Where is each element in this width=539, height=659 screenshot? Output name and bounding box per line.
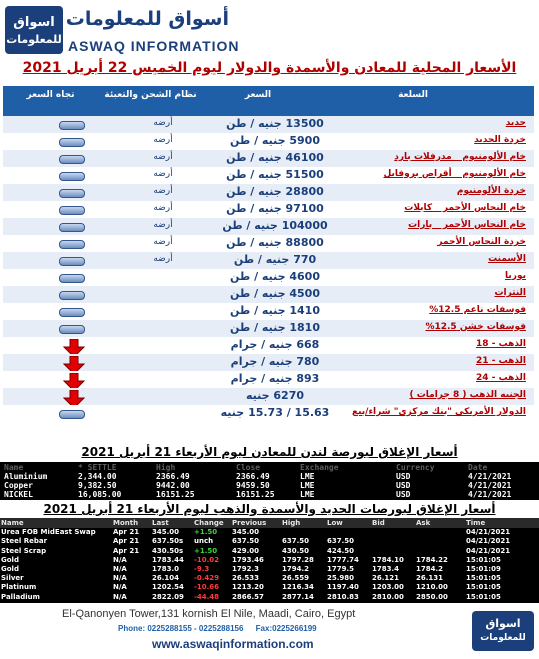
brand-name-english: ASWAQ INFORMATION <box>68 38 240 54</box>
fax-text: Fax:0225266199 <box>255 624 317 633</box>
delivery-terms: أرضه <box>153 169 173 179</box>
lme-row <box>0 472 539 481</box>
iron-cell: 1783.44 <box>152 555 184 564</box>
lme-cell: Exchange <box>300 463 339 472</box>
iron-cell: 1794.2 <box>282 565 310 573</box>
iron-cell: -9.3 <box>194 565 210 573</box>
iron-row <box>0 592 539 602</box>
table-row <box>3 269 534 287</box>
iron-cell: 1197.40 <box>327 583 359 592</box>
trend-stable-icon <box>59 152 89 166</box>
commodity-price: 88800 جنيه / طن <box>226 236 324 249</box>
iron-cell: 04/21/2021 <box>466 537 511 546</box>
trend-stable-icon <box>59 169 89 183</box>
brand-name-arabic: أسواق للمعلومات <box>65 8 229 30</box>
iron-cell: 15:01:05 <box>466 555 501 564</box>
delivery-terms: أرضه <box>153 152 173 162</box>
iron-cell: 1210.00 <box>416 583 448 592</box>
delivery-terms: أرضه <box>153 237 173 247</box>
trend-stable-icon <box>59 322 89 336</box>
iron-cell: 1779.5 <box>327 565 355 573</box>
lme-cell: High <box>156 463 176 472</box>
iron-cell: 637.50 <box>282 537 310 546</box>
table-row <box>3 235 534 253</box>
lme-cell: 9459.50 <box>236 481 270 490</box>
iron-cell: Silver <box>1 574 24 583</box>
lme-cell: 4/21/2021 <box>468 481 512 490</box>
table-row <box>3 116 534 134</box>
table-row <box>3 184 534 202</box>
commodity-price: 51500 جنيه / طن <box>226 168 324 181</box>
iron-cell: 1216.34 <box>282 583 314 592</box>
lme-cell: USD <box>396 481 411 490</box>
lme-cell: USD <box>396 490 411 499</box>
commodity-price: 97100 جنيه / طن <box>226 202 324 215</box>
table-row <box>3 303 534 321</box>
trend-down-icon <box>59 356 89 370</box>
commodity-name: النترات <box>494 288 526 298</box>
iron-cell: Palladium <box>1 592 40 601</box>
commodity-name: خام النحاس الأحمر _ بارات <box>408 220 526 230</box>
trend-down-icon <box>59 390 89 404</box>
iron-cell: 26.121 <box>372 574 400 583</box>
trend-stable-icon <box>59 254 89 268</box>
commodity-name: خام الألومنيوم _ مدرفلات بارد <box>394 152 526 162</box>
iron-cell: N/A <box>113 565 127 573</box>
lme-cell: 4/21/2021 <box>468 490 512 499</box>
trend-stable-icon <box>59 220 89 234</box>
iron-cell: High <box>282 519 301 527</box>
lme-cell: LME <box>300 481 315 490</box>
iron-cell: Month <box>113 519 139 527</box>
lme-header-row <box>0 463 539 472</box>
table-row <box>3 201 534 219</box>
commodity-price: 4500 جنيه / طن <box>230 287 320 300</box>
trend-down-icon <box>59 339 89 353</box>
delivery-terms: أرضه <box>153 220 173 230</box>
header-trend: تجاه السعر <box>26 90 75 100</box>
trend-stable-icon <box>59 271 89 285</box>
iron-cell: 2850.00 <box>416 592 448 601</box>
price-table-body <box>3 116 534 423</box>
table-row <box>3 218 534 236</box>
iron-cell: Low <box>327 519 343 527</box>
iron-cell: 2810.00 <box>372 592 404 601</box>
iron-cell: Name <box>1 519 24 527</box>
footer-logo-line-2: للمعلومات <box>480 633 526 643</box>
iron-cell: Apr 21 <box>113 546 140 555</box>
commodity-price: 780 جنيه / جرام <box>230 355 320 368</box>
commodity-name: الذهب - 24 <box>476 373 526 383</box>
header-price: السعر <box>244 90 272 100</box>
commodity-price: 770 جنيه / طن <box>233 253 317 266</box>
delivery-terms: أرضه <box>153 254 173 264</box>
commodity-name: خردة النحاس الأحمر <box>437 237 526 247</box>
iron-cell: 1797.28 <box>282 555 314 564</box>
footer-address: El-Qanonyen Tower,131 kornish El Nile, Maadi, Cairo, Egypt <box>62 608 356 620</box>
iron-cell: Steel Scrap <box>1 546 47 555</box>
commodity-price: 893 جنيه / جرام <box>230 372 320 385</box>
commodity-name: خام الألومنيوم _ أقراص بروفايل <box>383 169 526 179</box>
commodity-price: 1410 جنيه / طن <box>230 304 320 317</box>
commodity-price: 104000 جنيه / طن <box>222 219 328 232</box>
iron-cell: 1213.20 <box>232 583 264 592</box>
price-table-header <box>3 86 534 116</box>
commodity-name: خردة الحديد <box>474 135 526 145</box>
iron-cell: 430.50 <box>282 546 310 555</box>
iron-cell: 1784.22 <box>416 555 448 564</box>
table-row <box>3 133 534 151</box>
iron-cell: Time <box>466 519 486 527</box>
iron-cell: 15:01:05 <box>466 574 501 583</box>
lme-cell: 2366.49 <box>156 472 190 481</box>
trend-stable-icon <box>59 407 89 421</box>
logo-line-1: اسواق <box>13 15 55 30</box>
commodity-price: 5900 جنيه / طن <box>230 134 320 147</box>
lme-cell: Currency <box>396 463 435 472</box>
iron-cell: 2822.09 <box>152 592 184 601</box>
table-row <box>3 150 534 168</box>
iron-cell: 1777.74 <box>327 555 359 564</box>
table-row <box>3 371 534 389</box>
iron-cell: Apr 21 <box>113 537 140 546</box>
lme-cell: 2366.49 <box>236 472 270 481</box>
iron-cell: Urea FOB MidEast Swap <box>1 528 96 537</box>
iron-cell: 345.00 <box>152 528 180 537</box>
trend-stable-icon <box>59 305 89 319</box>
iron-cell: unch <box>194 537 214 546</box>
footer-logo-line-1: اسواق <box>485 617 521 630</box>
trend-stable-icon <box>59 237 89 251</box>
header-commodity: السلعة <box>398 90 428 100</box>
commodity-name: الأسمنت <box>488 254 526 264</box>
phone-text: Phone: 0225288155 - 0225288156 <box>118 624 244 633</box>
commodity-name: الذهب - 21 <box>476 356 526 366</box>
iron-cell: 2877.14 <box>282 592 314 601</box>
iron-cell: 04/21/2021 <box>466 546 511 555</box>
iron-cell: 1793.46 <box>232 555 264 564</box>
iron-cell: Platinum <box>1 583 37 592</box>
iron-cell: 430.50s <box>152 546 184 555</box>
iron-cell: 26.104 <box>152 574 180 583</box>
iron-title: أسعار الإغلاق لبورصات الحديد والأسمدة والذهب ليوم الأربعاء 21 أبريل 2021 <box>43 502 496 516</box>
lme-cell: Name <box>4 463 24 472</box>
commodity-price: 4600 جنيه / طن <box>230 270 320 283</box>
iron-cell: -44.48 <box>194 592 220 601</box>
iron-cell: 26.559 <box>282 574 310 583</box>
iron-cell: Ask <box>416 519 431 527</box>
iron-cell: 1783.0 <box>152 565 180 573</box>
table-row <box>3 388 534 406</box>
table-row <box>3 286 534 304</box>
iron-cell: +1.50 <box>194 528 218 537</box>
commodity-price: 668 جنيه / جرام <box>230 338 320 351</box>
footer-phone <box>118 624 317 633</box>
commodity-price: 13500 جنيه / طن <box>226 117 324 130</box>
iron-cell: 637.50s <box>152 537 184 546</box>
lme-cell: 4/21/2021 <box>468 472 512 481</box>
lme-cell: Copper <box>4 481 33 490</box>
iron-cell: 15:01:05 <box>466 592 501 601</box>
iron-cell: 26.533 <box>232 574 260 583</box>
trend-down-icon <box>59 373 89 387</box>
trend-stable-icon <box>59 203 89 217</box>
delivery-terms: أرضه <box>153 203 173 213</box>
iron-cell: N/A <box>113 592 127 601</box>
iron-cell: N/A <box>113 583 127 592</box>
lme-cell: 9,382.50 <box>78 481 117 490</box>
trend-stable-icon <box>59 118 89 132</box>
lme-cell: Date <box>468 463 488 472</box>
iron-cell: Apr 21 <box>113 528 140 537</box>
table-row <box>3 252 534 270</box>
lme-cell: * SETTLE <box>78 463 117 472</box>
table-row <box>3 337 534 355</box>
lme-cell: LME <box>300 472 315 481</box>
iron-cell: Previous <box>232 519 267 527</box>
lme-cell: 16151.25 <box>156 490 195 499</box>
lme-cell: LME <box>300 490 315 499</box>
iron-cell: Gold <box>1 555 19 564</box>
iron-cell: 1203.00 <box>372 583 404 592</box>
lme-cell: 9442.00 <box>156 481 190 490</box>
commodity-price: 46100 جنيه / طن <box>226 151 324 164</box>
iron-cell: 15:01:09 <box>466 565 501 573</box>
trend-stable-icon <box>59 288 89 302</box>
iron-cell: N/A <box>113 555 127 564</box>
footer-website[interactable]: www.aswaqinformation.com <box>152 637 314 651</box>
iron-cell: 1783.4 <box>372 565 400 573</box>
lme-table <box>0 462 539 500</box>
commodity-price: 1810 جنيه / طن <box>230 321 320 334</box>
page-title: الأسعار المحلية للمعادن والأسمدة والدولار ليوم الخميس 22 أبريل 2021 <box>22 60 517 76</box>
iron-table <box>0 518 539 603</box>
iron-cell: 04/21/2021 <box>466 528 511 537</box>
trend-stable-icon <box>59 135 89 149</box>
delivery-terms: أرضه <box>153 186 173 196</box>
lme-cell: USD <box>396 472 411 481</box>
lme-cell: 16151.25 <box>236 490 275 499</box>
page-footer <box>0 603 539 659</box>
trend-stable-icon <box>59 186 89 200</box>
lme-cell: Close <box>236 463 261 472</box>
lme-cell: 2,344.00 <box>78 472 117 481</box>
iron-cell: Gold <box>1 565 19 573</box>
iron-cell: 2810.83 <box>327 592 359 601</box>
iron-cell: 424.50 <box>327 546 355 555</box>
iron-cell: 345.00 <box>232 528 260 537</box>
commodity-name: حديد <box>505 118 526 128</box>
commodity-price: 15.63 / 15.73 جنيه <box>220 406 330 419</box>
iron-cell: 429.00 <box>232 546 260 555</box>
logo-line-2: للمعلومات <box>6 33 62 46</box>
table-row <box>3 405 534 423</box>
iron-cell: -10.66 <box>194 583 220 592</box>
lme-row <box>0 481 539 490</box>
iron-cell: 25.980 <box>327 574 355 583</box>
delivery-terms: أرضه <box>153 135 173 145</box>
iron-cell: 1784.2 <box>416 565 444 573</box>
iron-cell: Last <box>152 519 169 527</box>
iron-cell: N/A <box>113 574 127 583</box>
page-header <box>0 0 539 60</box>
delivery-terms: أرضه <box>153 118 173 128</box>
commodity-name: فوسفات خشن 12.5% <box>425 322 526 332</box>
iron-cell: -10.02 <box>194 555 220 564</box>
header-delivery: نظام الشحن والتعبئة <box>104 90 197 100</box>
iron-cell: 26.131 <box>416 574 444 583</box>
iron-cell: Bid <box>372 519 385 527</box>
commodity-name: يوريا <box>505 271 526 281</box>
commodity-name: الذهب - 18 <box>476 339 526 349</box>
iron-cell: 15:01:05 <box>466 583 501 592</box>
iron-cell: 637.50 <box>327 537 355 546</box>
iron-cell: 1792.3 <box>232 565 260 573</box>
lme-row <box>0 490 539 499</box>
lme-cell: NICKEL <box>4 490 33 499</box>
table-row <box>3 354 534 372</box>
commodity-name: الدولار الأمريكي "بنك مركزي" شراء/بيع <box>351 407 526 417</box>
iron-cell: Change <box>194 519 224 527</box>
iron-cell: Steel Rebar <box>1 537 48 546</box>
lme-cell: 16,085.00 <box>78 490 122 499</box>
iron-cell: -0.429 <box>194 574 220 583</box>
iron-cell: +1.50 <box>194 546 218 555</box>
table-row <box>3 167 534 185</box>
commodity-name: خام النحاس الأحمر _ كابلات <box>404 203 526 213</box>
commodity-name: الجنيه الذهب ( 8 جرامات ) <box>409 390 526 400</box>
iron-cell: 1202.54 <box>152 583 184 592</box>
lme-title: أسعار الإغلاق لبورصة لندن للمعادن ليوم الأربعاء 21 أبريل 2021 <box>81 445 458 459</box>
commodity-name: فوسفات ناعم 12.5% <box>429 305 526 315</box>
brand-logo <box>5 6 63 54</box>
iron-cell: 1784.10 <box>372 555 404 564</box>
commodity-name: خردة الألومنيوم <box>456 186 526 196</box>
iron-cell: 637.50 <box>232 537 260 546</box>
commodity-price: 28800 جنيه / طن <box>226 185 324 198</box>
commodity-price: 6270 جنيه <box>245 389 305 402</box>
iron-cell: 2866.57 <box>232 592 264 601</box>
footer-logo <box>472 611 534 651</box>
lme-cell: Aluminium <box>4 472 48 481</box>
table-row <box>3 320 534 338</box>
